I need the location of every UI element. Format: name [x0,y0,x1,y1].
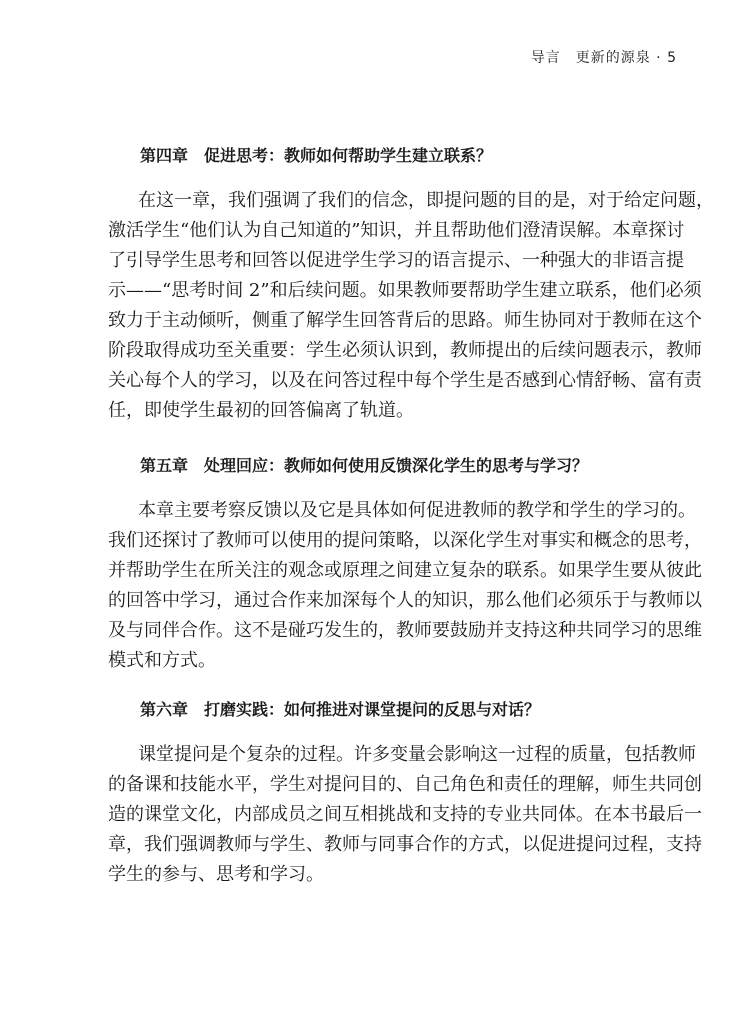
chapter-heading: 第四章 促进思考：教师如何帮助学生建立联系？ [140,146,493,165]
paragraph-line: 示——“思考时间 2”和后续问题。如果教师要帮助学生建立联系，他们必须 [108,280,702,301]
paragraph-line: 的备课和技能水平，学生对提问目的、自己角色和责任的理解，师生共同创 [108,774,702,795]
chapter-paragraph [108,740,702,890]
paragraph-line: 激活学生“他们认为自己知道的”知识，并且帮助他们澄清误解。本章探讨 [108,220,685,241]
paragraph-line: 造的课堂文化，内部成员之间互相挑战和支持的专业共同体。在本书最后一 [108,804,702,825]
paragraph-line: 章，我们强调教师与学生、教师与同事合作的方式，以促进提问过程，支持 [108,834,702,855]
paragraph-line: 在这一章，我们强调了我们的信念，即提问题的目的是，对于给定问题， [138,190,714,211]
paragraph-line: 学生的参与、思考和学习。 [108,864,324,885]
paragraph-line: 阶段取得成功至关重要：学生必须认识到，教师提出的后续问题表示，教师 [108,340,702,361]
running-head: 导言 更新的源泉 · 5 [530,50,677,66]
paragraph-line: 课堂提问是个复杂的过程。许多变量会影响这一过程的质量，包括教师 [138,744,696,765]
chapter-paragraph [108,496,702,676]
chapter-paragraph [108,186,714,426]
chapter-heading: 第五章 处理回应：教师如何使用反馈深化学生的思考与学习？ [140,456,589,475]
chapter-5-summary [108,454,702,676]
paragraph-line: 我们还探讨了教师可以使用的提问策略，以深化学生对事实和概念的思考， [108,530,702,551]
paragraph-line: 致力于主动倾听，侧重了解学生回答背后的思路。师生协同对于教师在这个 [108,310,702,331]
paragraph-line: 关心每个人的学习，以及在问答过程中每个学生是否感到心情舒畅、富有责 [108,370,702,391]
paragraph-line: 及与同伴合作。这不是碰巧发生的，教师要鼓励并支持这种共同学习的思维 [108,620,702,641]
paragraph-line: 并帮助学生在所关注的观念或原理之间建立复杂的联系。如果学生要从彼此 [108,560,702,581]
paragraph-line: 本章主要考察反馈以及它是具体如何促进教师的教学和学生的学习的。 [138,500,696,521]
chapter-4-summary [108,144,714,426]
chapter-6-summary [108,698,702,890]
paragraph-line: 任，即使学生最初的回答偏离了轨道。 [108,400,414,421]
paragraph-line: 了引导学生思考和回答以促进学生学习的语言提示、一种强大的非语言提 [108,250,684,271]
paragraph-line: 的回答中学习，通过合作来加深每个人的知识，那么他们必须乐于与教师以 [108,590,702,611]
chapter-heading: 第六章 打磨实践：如何推进对课堂提问的反思与对话？ [140,700,541,719]
paragraph-line: 模式和方式。 [108,650,216,671]
